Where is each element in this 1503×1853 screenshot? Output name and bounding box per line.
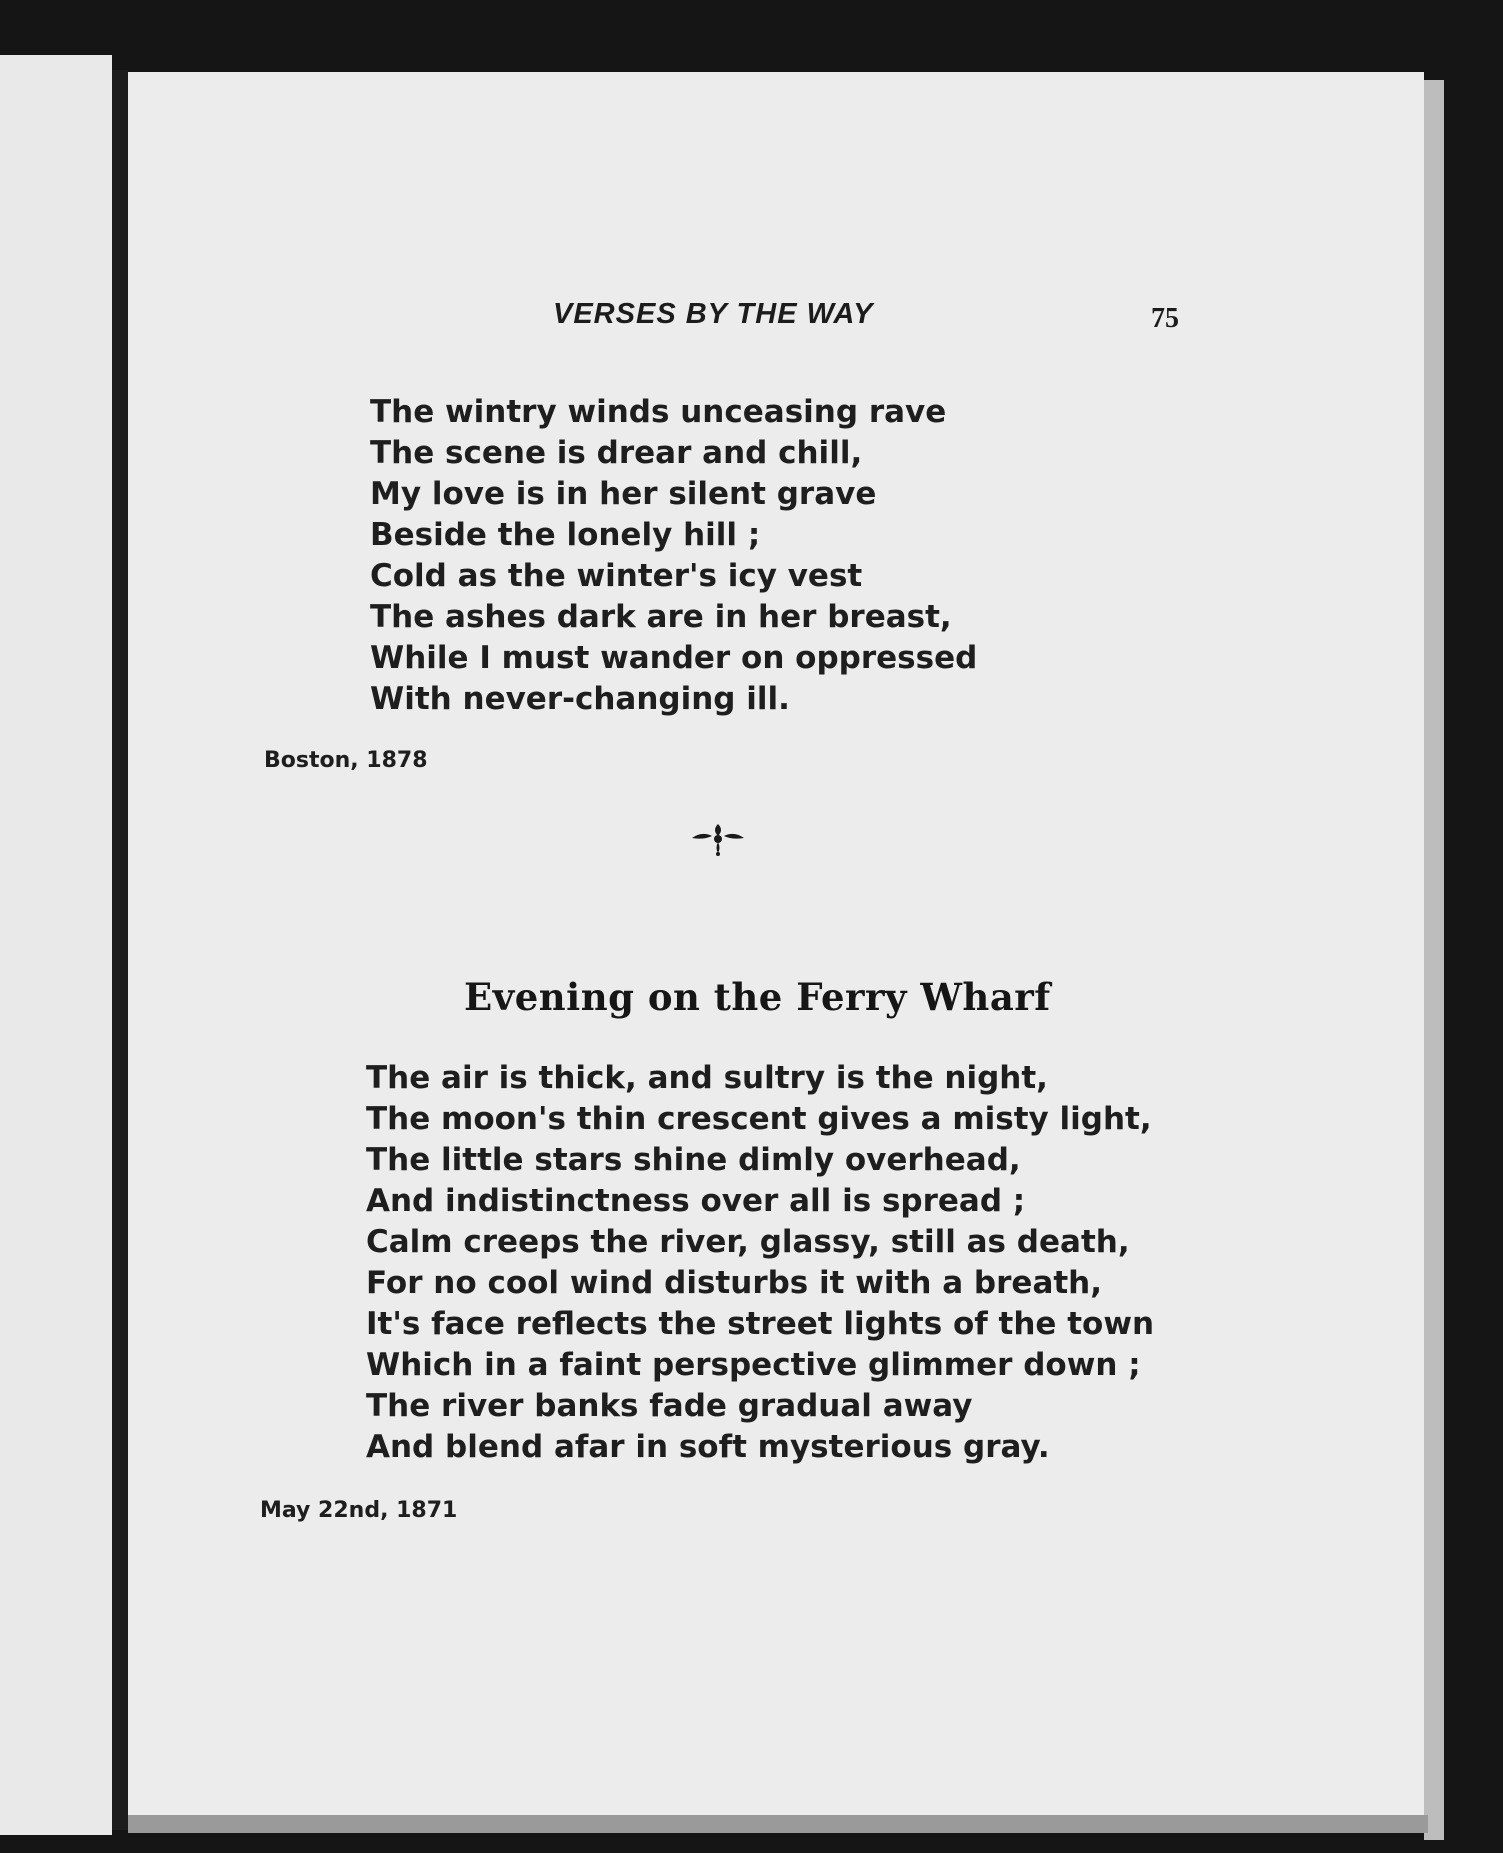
poem-line: My love is in her silent grave	[370, 476, 877, 512]
poem-two-place-date: May 22nd, 1871	[260, 1498, 458, 1523]
poem-line: While I must wander on oppressed	[370, 640, 978, 676]
page-bottom-edge	[128, 1815, 1428, 1833]
poem-line: Calm creeps the river, glassy, still as death,	[366, 1224, 1130, 1260]
poem-line: The wintry winds unceasing rave	[370, 394, 947, 430]
book-page	[128, 72, 1424, 1827]
poem-line: And blend afar in soft mysterious gray.	[366, 1429, 1050, 1465]
poem-line: The ashes dark are in her breast,	[370, 599, 952, 635]
poem-line: It's face reflects the street lights of the town	[366, 1306, 1155, 1342]
poem-line: Cold as the winter's icy vest	[370, 558, 863, 594]
poem-line: The scene is drear and chill,	[370, 435, 863, 471]
poem-two-stanza	[366, 1058, 1154, 1468]
poem-line: Which in a faint perspective glimmer down ;	[366, 1347, 1141, 1383]
poem-line: With never-changing ill.	[370, 681, 790, 717]
poem-line: The little stars shine dimly overhead,	[366, 1142, 1021, 1178]
page-number: 75	[1151, 303, 1179, 334]
poem-line: For no cool wind disturbs it with a breath,	[366, 1265, 1103, 1301]
book-spine	[112, 70, 128, 1830]
poem-one-stanza	[370, 392, 977, 720]
previous-page-edge	[0, 55, 112, 1835]
running-title: VERSES BY THE WAY	[553, 298, 874, 330]
poem-one-place-date: Boston, 1878	[264, 748, 428, 773]
poem-two-title: Evening on the Ferry Wharf	[464, 975, 1051, 1019]
poem-line: The air is thick, and sultry is the night,	[366, 1060, 1048, 1096]
page-right-edge	[1424, 80, 1444, 1840]
poem-line: The river banks fade gradual away	[366, 1388, 973, 1424]
poem-line: And indistinctness over all is spread ;	[366, 1183, 1026, 1219]
fleuron-icon	[690, 820, 746, 856]
poem-line: Beside the lonely hill ;	[370, 517, 761, 553]
poem-line: The moon's thin crescent gives a misty light,	[366, 1101, 1152, 1137]
